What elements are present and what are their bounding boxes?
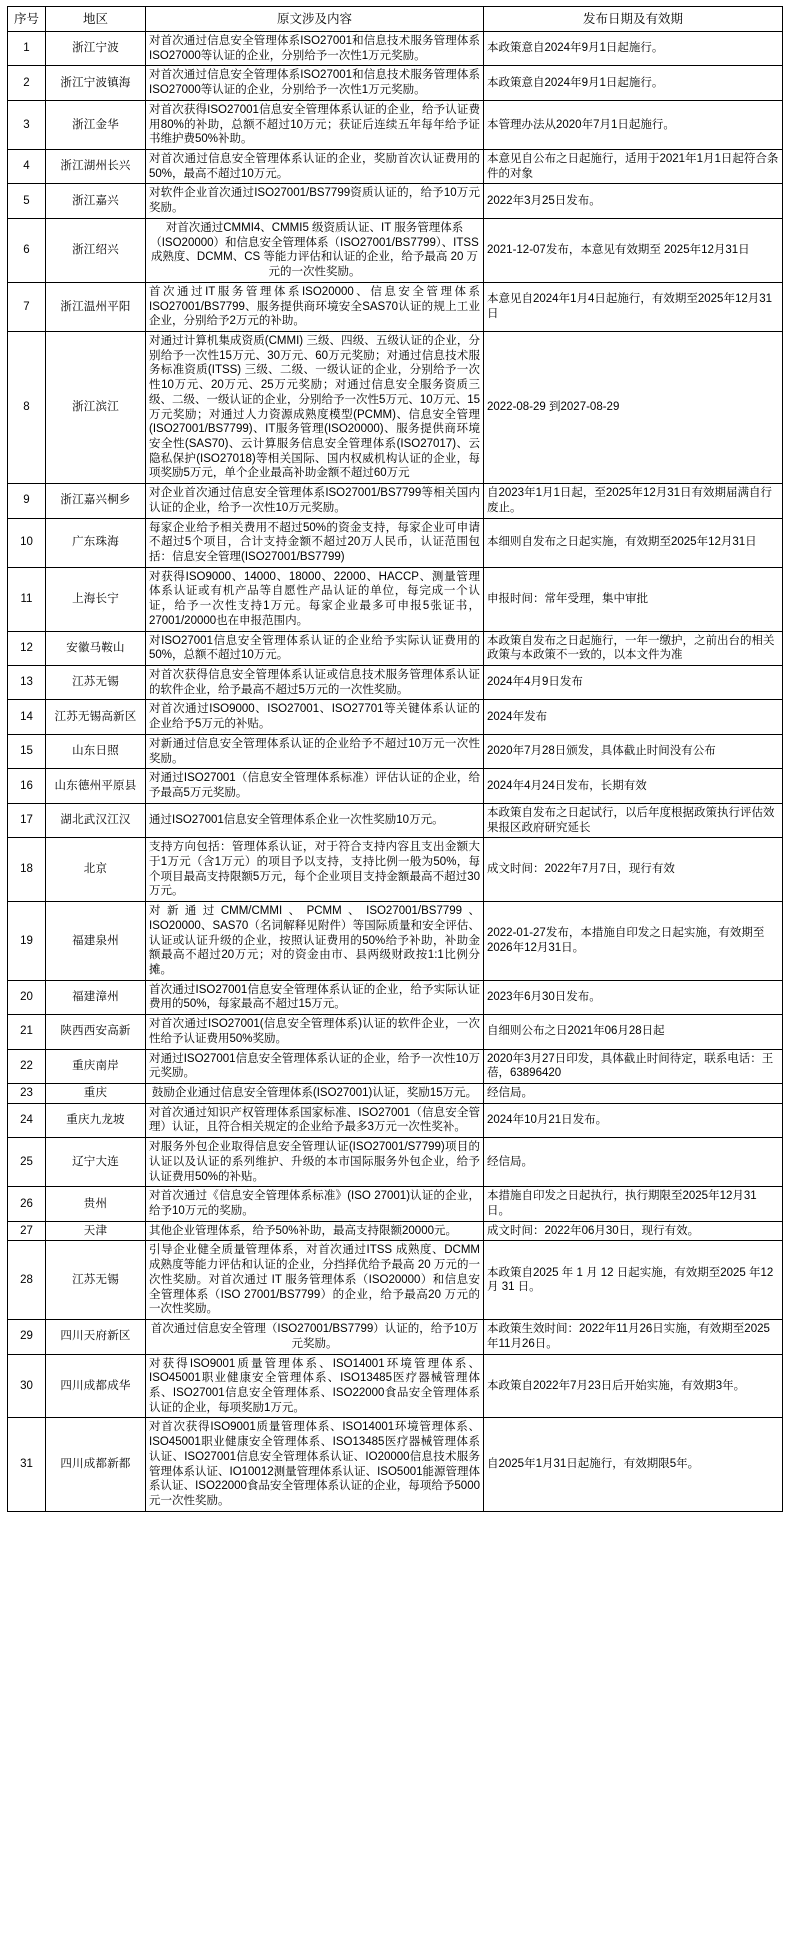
row-region: 湖北武汉江汉 [46,803,146,837]
table-row [8,218,783,282]
row-content: 对获得ISO9000、14000、18000、22000、HACCP、测量管理体系认证或有机产品等自愿性产品认证的单位，每完成一个认证，给予一次性支持1万元。每家企业最多可申报5张证书，27001/20000也在申报范围内。 [146,567,484,631]
row-content: 对获得ISO9001质量管理体系、ISO14001环境管理体系、ISO45001职业健康安全管理体系、ISO13485医疗器械管理体系、ISO27001信息安全管理体系、ISO22000食品安全管理体系认证的企业，每项奖励1万元。 [146,1354,484,1418]
row-region: 四川成都成华 [46,1354,146,1418]
row-content: 对首次通过《信息安全管理体系标准》(ISO 27001)认证的企业，给予10万元的奖励。 [146,1187,484,1221]
row-content: 对ISO27001信息安全管理体系认证的企业给予实际认证费用的50%，总额不超过10万元。 [146,631,484,665]
table-row [8,184,783,218]
row-content: 对首次通过ISO9000、ISO27001、ISO27701等关键体系认证的企业给予5万元的补贴。 [146,700,484,734]
row-number: 6 [8,218,46,282]
table-row [8,980,783,1014]
column-header-content: 原文涉及内容 [146,7,484,32]
table-row [8,1187,783,1221]
row-content: 对首次通过信息安全管理体系ISO27001和信息技术服务管理体系ISO27000等认证的企业，分别给予一次性1万元奖励。 [146,66,484,100]
row-content: 对企业首次通过信息安全管理体系ISO27001/BS7799等相关国内认证的企业，给予一次性10万元奖励。 [146,484,484,518]
table-row [8,282,783,331]
table-row [8,1241,783,1320]
row-region: 江苏无锡高新区 [46,700,146,734]
row-number: 14 [8,700,46,734]
row-date: 经信局。 [484,1138,783,1187]
row-number: 18 [8,838,46,902]
row-region: 浙江湖州长兴 [46,150,146,184]
row-content: 每家企业给予相关费用不超过50%的资金支持，每家企业可申请不超过5个项目，合计支持金额不超过20万人民币，认证范围包括：信息安全管理(ISO27001/BS7799) [146,518,484,567]
row-number: 2 [8,66,46,100]
row-content: 对首次获得ISO27001信息安全管理体系认证的企业，给予认证费用80%的补助，总额不超过10万元；获证后连续五年每年给予证书维护费50%补助。 [146,100,484,149]
row-number: 1 [8,32,46,66]
row-region: 重庆九龙坡 [46,1103,146,1137]
row-region: 浙江滨江 [46,331,146,483]
table-header-row [8,7,783,32]
row-content: 支持方向包括：管理体系认证，对于符合支持内容且支出金额大于1万元（含1万元）的项目予以支持，支持比例一般为50%，每个项目最高支持限额5万元，每个企业项目支持金额最高不超过30万元。 [146,838,484,902]
row-content: 对软件企业首次通过ISO27001/BS7799资质认证的，给予10万元奖励。 [146,184,484,218]
policy-table [7,6,783,1512]
row-number: 8 [8,331,46,483]
row-content: 对首次获得信息安全管理体系认证或信息技术服务管理体系认证的软件企业，给予最高不超过5万元的一次性奖励。 [146,666,484,700]
row-content: 引导企业健全质量管理体系，对首次通过ITSS 成熟度、DCMM 成熟度等能力评估和认证的企业，分挡择优给予最高 20 万元的一次性奖励。对首次通过 IT 服务管理体系（ISO20000）和信息安全管理体系（ISO 27001/BS7799）的企业，给予最高20 万元的一次性奖励。 [146,1241,484,1320]
table-row [8,1320,783,1354]
row-date: 2020年7月28日颁发，具体截止时间没有公布 [484,734,783,768]
row-date: 自2023年1月1日起，至2025年12月31日有效期届满自行废止。 [484,484,783,518]
row-region: 四川成都新都 [46,1418,146,1511]
row-number: 15 [8,734,46,768]
row-content: 对首次通过CMMI4、CMMI5 级资质认证、IT 服务管理体系（ISO20000）和信息安全管理体系（ISO27001/BS7799）、ITSS 成熟度、DCMM、CS 等能力评估和认证的企业，给予最高 20 万元的一次性奖励。 [146,218,484,282]
row-content: 首次通过IT服务管理体系ISO20000、信息安全管理体系ISO27001/BS7799、服务提供商环境安全SAS70认证的规上工业企业，分别给予2万元的补助。 [146,282,484,331]
row-date: 自细则公布之日2021年06月28日起 [484,1015,783,1049]
row-region: 江苏无锡 [46,666,146,700]
table-row [8,1221,783,1241]
row-region: 北京 [46,838,146,902]
row-date: 本政策自2025 年 1 月 12 日起实施，有效期至2025 年12 月 31 日。 [484,1241,783,1320]
row-date: 成文时间：2022年7月7日，现行有效 [484,838,783,902]
table-row [8,1418,783,1511]
table-row [8,1015,783,1049]
table-row [8,484,783,518]
table-row [8,902,783,981]
row-date: 本政策意自2024年9月1日起施行。 [484,66,783,100]
table-row [8,1103,783,1137]
row-date: 2024年发布 [484,700,783,734]
row-content: 通过ISO27001信息安全管理体系企业一次性奖励10万元。 [146,803,484,837]
row-date: 2022-01-27发布，本措施自印发之日起实施，有效期至2026年12月31日。 [484,902,783,981]
row-date: 本政策生效时间：2022年11月26日实施，有效期至2025年11月26日。 [484,1320,783,1354]
row-date: 自2025年1月31日起施行，有效期限5年。 [484,1418,783,1511]
table-row [8,32,783,66]
row-content: 对通过ISO27001信息安全管理体系认证的企业，给予一次性10万元奖励。 [146,1049,484,1083]
row-number: 7 [8,282,46,331]
row-region: 浙江绍兴 [46,218,146,282]
table-row [8,631,783,665]
row-number: 22 [8,1049,46,1083]
row-content: 首次通过信息安全管理（ISO27001/BS7799）认证的，给予10万元奖励。 [146,1320,484,1354]
row-date: 2021-12-07发布，本意见有效期至 2025年12月31日 [484,218,783,282]
row-date: 申报时间：常年受理，集中审批 [484,567,783,631]
row-content: 对首次通过信息安全管理体系ISO27001和信息技术服务管理体系ISO27000等认证的企业，分别给予一次性1万元奖励。 [146,32,484,66]
row-number: 25 [8,1138,46,1187]
table-row [8,331,783,483]
row-number: 21 [8,1015,46,1049]
row-region: 安徽马鞍山 [46,631,146,665]
row-content: 对新通过信息安全管理体系认证的企业给予不超过10万元一次性奖励。 [146,734,484,768]
row-region: 浙江金华 [46,100,146,149]
table-row [8,1354,783,1418]
row-region: 浙江宁波镇海 [46,66,146,100]
row-content: 对首次通过信息安全管理体系认证的企业，奖励首次认证费用的50%，最高不超过10万元。 [146,150,484,184]
row-region: 重庆 [46,1084,146,1104]
row-content: 对新通过CMM/CMMI、PCMM、ISO27001/BS7799、ISO20000、SAS70（名词解释见附件）等国际质量和安全评估、认证或认证升级的企业，按照认证费用的50%给予补助，补助金额最高不超过20万元；对的资金由市、县两级财政按1:1比例分摊。 [146,902,484,981]
row-date: 本政策自2022年7月23日后开始实施，有效期3年。 [484,1354,783,1418]
row-date: 经信局。 [484,1084,783,1104]
row-content: 对首次通过ISO27001(信息安全管理体系)认证的软件企业，一次性给予认证费用50%奖励。 [146,1015,484,1049]
row-number: 9 [8,484,46,518]
row-number: 29 [8,1320,46,1354]
row-number: 31 [8,1418,46,1511]
table-row [8,803,783,837]
table-row [8,1138,783,1187]
row-date: 2024年4月9日发布 [484,666,783,700]
table-row [8,66,783,100]
table-row [8,150,783,184]
table-row [8,769,783,803]
row-region: 江苏无锡 [46,1241,146,1320]
row-region: 四川天府新区 [46,1320,146,1354]
table-header [8,7,783,32]
row-content: 首次通过ISO27001信息安全管理体系认证的企业，给予实际认证费用的50%，每家最高不超过15万元。 [146,980,484,1014]
row-number: 23 [8,1084,46,1104]
row-number: 5 [8,184,46,218]
row-content: 对首次获得ISO9001质量管理体系、ISO14001环境管理体系、ISO45001职业健康安全管理体系、ISO13485医疗器械管理体系认证、ISO27001信息安全管理体系认证、IO20000信息技术服务管理体系认证、IO10012测量管理体系认证、ISO5001能源管理体系认证、ISO22000食品安全管理体系认证的企业，每项给予5000元一次性奖励。 [146,1418,484,1511]
row-region: 广东珠海 [46,518,146,567]
row-date: 本管理办法从2020年7月1日起施行。 [484,100,783,149]
table-row [8,1084,783,1104]
row-date: 成文时间：2022年06月30日，现行有效。 [484,1221,783,1241]
row-region: 浙江嘉兴 [46,184,146,218]
row-number: 27 [8,1221,46,1241]
row-date: 本细则自发布之日起实施，有效期至2025年12月31日 [484,518,783,567]
row-region: 浙江宁波 [46,32,146,66]
row-number: 12 [8,631,46,665]
row-region: 山东德州平原县 [46,769,146,803]
row-number: 4 [8,150,46,184]
row-content: 鼓励企业通过信息安全管理体系(ISO27001)认证，奖励15万元。 [146,1084,484,1104]
row-number: 10 [8,518,46,567]
row-region: 辽宁大连 [46,1138,146,1187]
row-number: 20 [8,980,46,1014]
row-date: 本意见自公布之日起施行，适用于2021年1月1日起符合条件的对象 [484,150,783,184]
table-body [8,32,783,1512]
row-number: 13 [8,666,46,700]
row-date: 2020年3月27日印发，具体截止时间待定，联系电话：王蓓，63896420 [484,1049,783,1083]
row-date: 本政策自发布之日起试行，以后年度根据政策执行评估效果报区政府研究延长 [484,803,783,837]
table-row [8,1049,783,1083]
table-row [8,734,783,768]
row-region: 福建漳州 [46,980,146,1014]
row-region: 浙江温州平阳 [46,282,146,331]
row-number: 3 [8,100,46,149]
row-date: 2022-08-29 到2027-08-29 [484,331,783,483]
row-date: 2022年3月25日发布。 [484,184,783,218]
row-date: 本政策意自2024年9月1日起施行。 [484,32,783,66]
row-number: 19 [8,902,46,981]
row-region: 重庆南岸 [46,1049,146,1083]
row-number: 30 [8,1354,46,1418]
row-content: 其他企业管理体系，给予50%补助，最高支持限额20000元。 [146,1221,484,1241]
row-region: 山东日照 [46,734,146,768]
row-date: 本意见自2024年1月4日起施行，有效期至2025年12月31日 [484,282,783,331]
row-region: 陕西西安高新 [46,1015,146,1049]
row-number: 28 [8,1241,46,1320]
row-date: 2023年6月30日发布。 [484,980,783,1014]
table-row [8,100,783,149]
row-number: 16 [8,769,46,803]
table-row [8,518,783,567]
row-content: 对服务外包企业取得信息安全管理认证(ISO27001/S7799)项目的认证以及认证的系列维护、升级的本市国际服务外包企业，给予认证费用50%的补贴。 [146,1138,484,1187]
row-date: 2024年10月21日发布。 [484,1103,783,1137]
row-content: 对通过ISO27001（信息安全管理体系标准）评估认证的企业，给予最高5万元奖励。 [146,769,484,803]
row-number: 11 [8,567,46,631]
row-number: 24 [8,1103,46,1137]
row-date: 本政策自发布之日起施行，一年一缴护，之前出台的相关政策与本政策不一致的，以本文件为准 [484,631,783,665]
row-content: 对首次通过知识产权管理体系国家标准、ISO27001（信息安全管理）认证，且符合相关规定的企业给予最多3万元一次性奖补。 [146,1103,484,1137]
table-row [8,567,783,631]
row-number: 17 [8,803,46,837]
row-number: 26 [8,1187,46,1221]
table-row [8,838,783,902]
row-region: 贵州 [46,1187,146,1221]
row-date: 本措施自印发之日起执行，执行期限至2025年12月31日。 [484,1187,783,1221]
column-header-date: 发布日期及有效期 [484,7,783,32]
row-content: 对通过计算机集成资质(CMMI) 三级、四级、五级认证的企业，分别给予一次性15万元、30万元、60万元奖励；对通过信息技术服务标准资质(ITSS) 三级、二级、一级认证的企业，分别给予一次性10万元、20万元、25万元奖励；对通过信息安全服务资质三级、二级、一级认证的企业，分别给予一次性5万元、10万元、15万元奖励；对通过人力资源成熟度模型(PCMM)、信息安全管理(ISO27001/BS7799)、IT服务管理(ISO20000)、服务提供商环境安全性(SAS70)、云计算服务信息安全管理体系(ISO27017)、云隐私保护(ISO27018)等相关国际、国内权威机构认证的企业，每项奖励5万元，单个企业最高补助金额不超过60万元 [146,331,484,483]
table-row [8,666,783,700]
column-header-region: 地区 [46,7,146,32]
row-region: 福建泉州 [46,902,146,981]
row-region: 上海长宁 [46,567,146,631]
row-region: 天津 [46,1221,146,1241]
column-header-no: 序号 [8,7,46,32]
row-region: 浙江嘉兴桐乡 [46,484,146,518]
table-row [8,700,783,734]
row-date: 2024年4月24日发布，长期有效 [484,769,783,803]
